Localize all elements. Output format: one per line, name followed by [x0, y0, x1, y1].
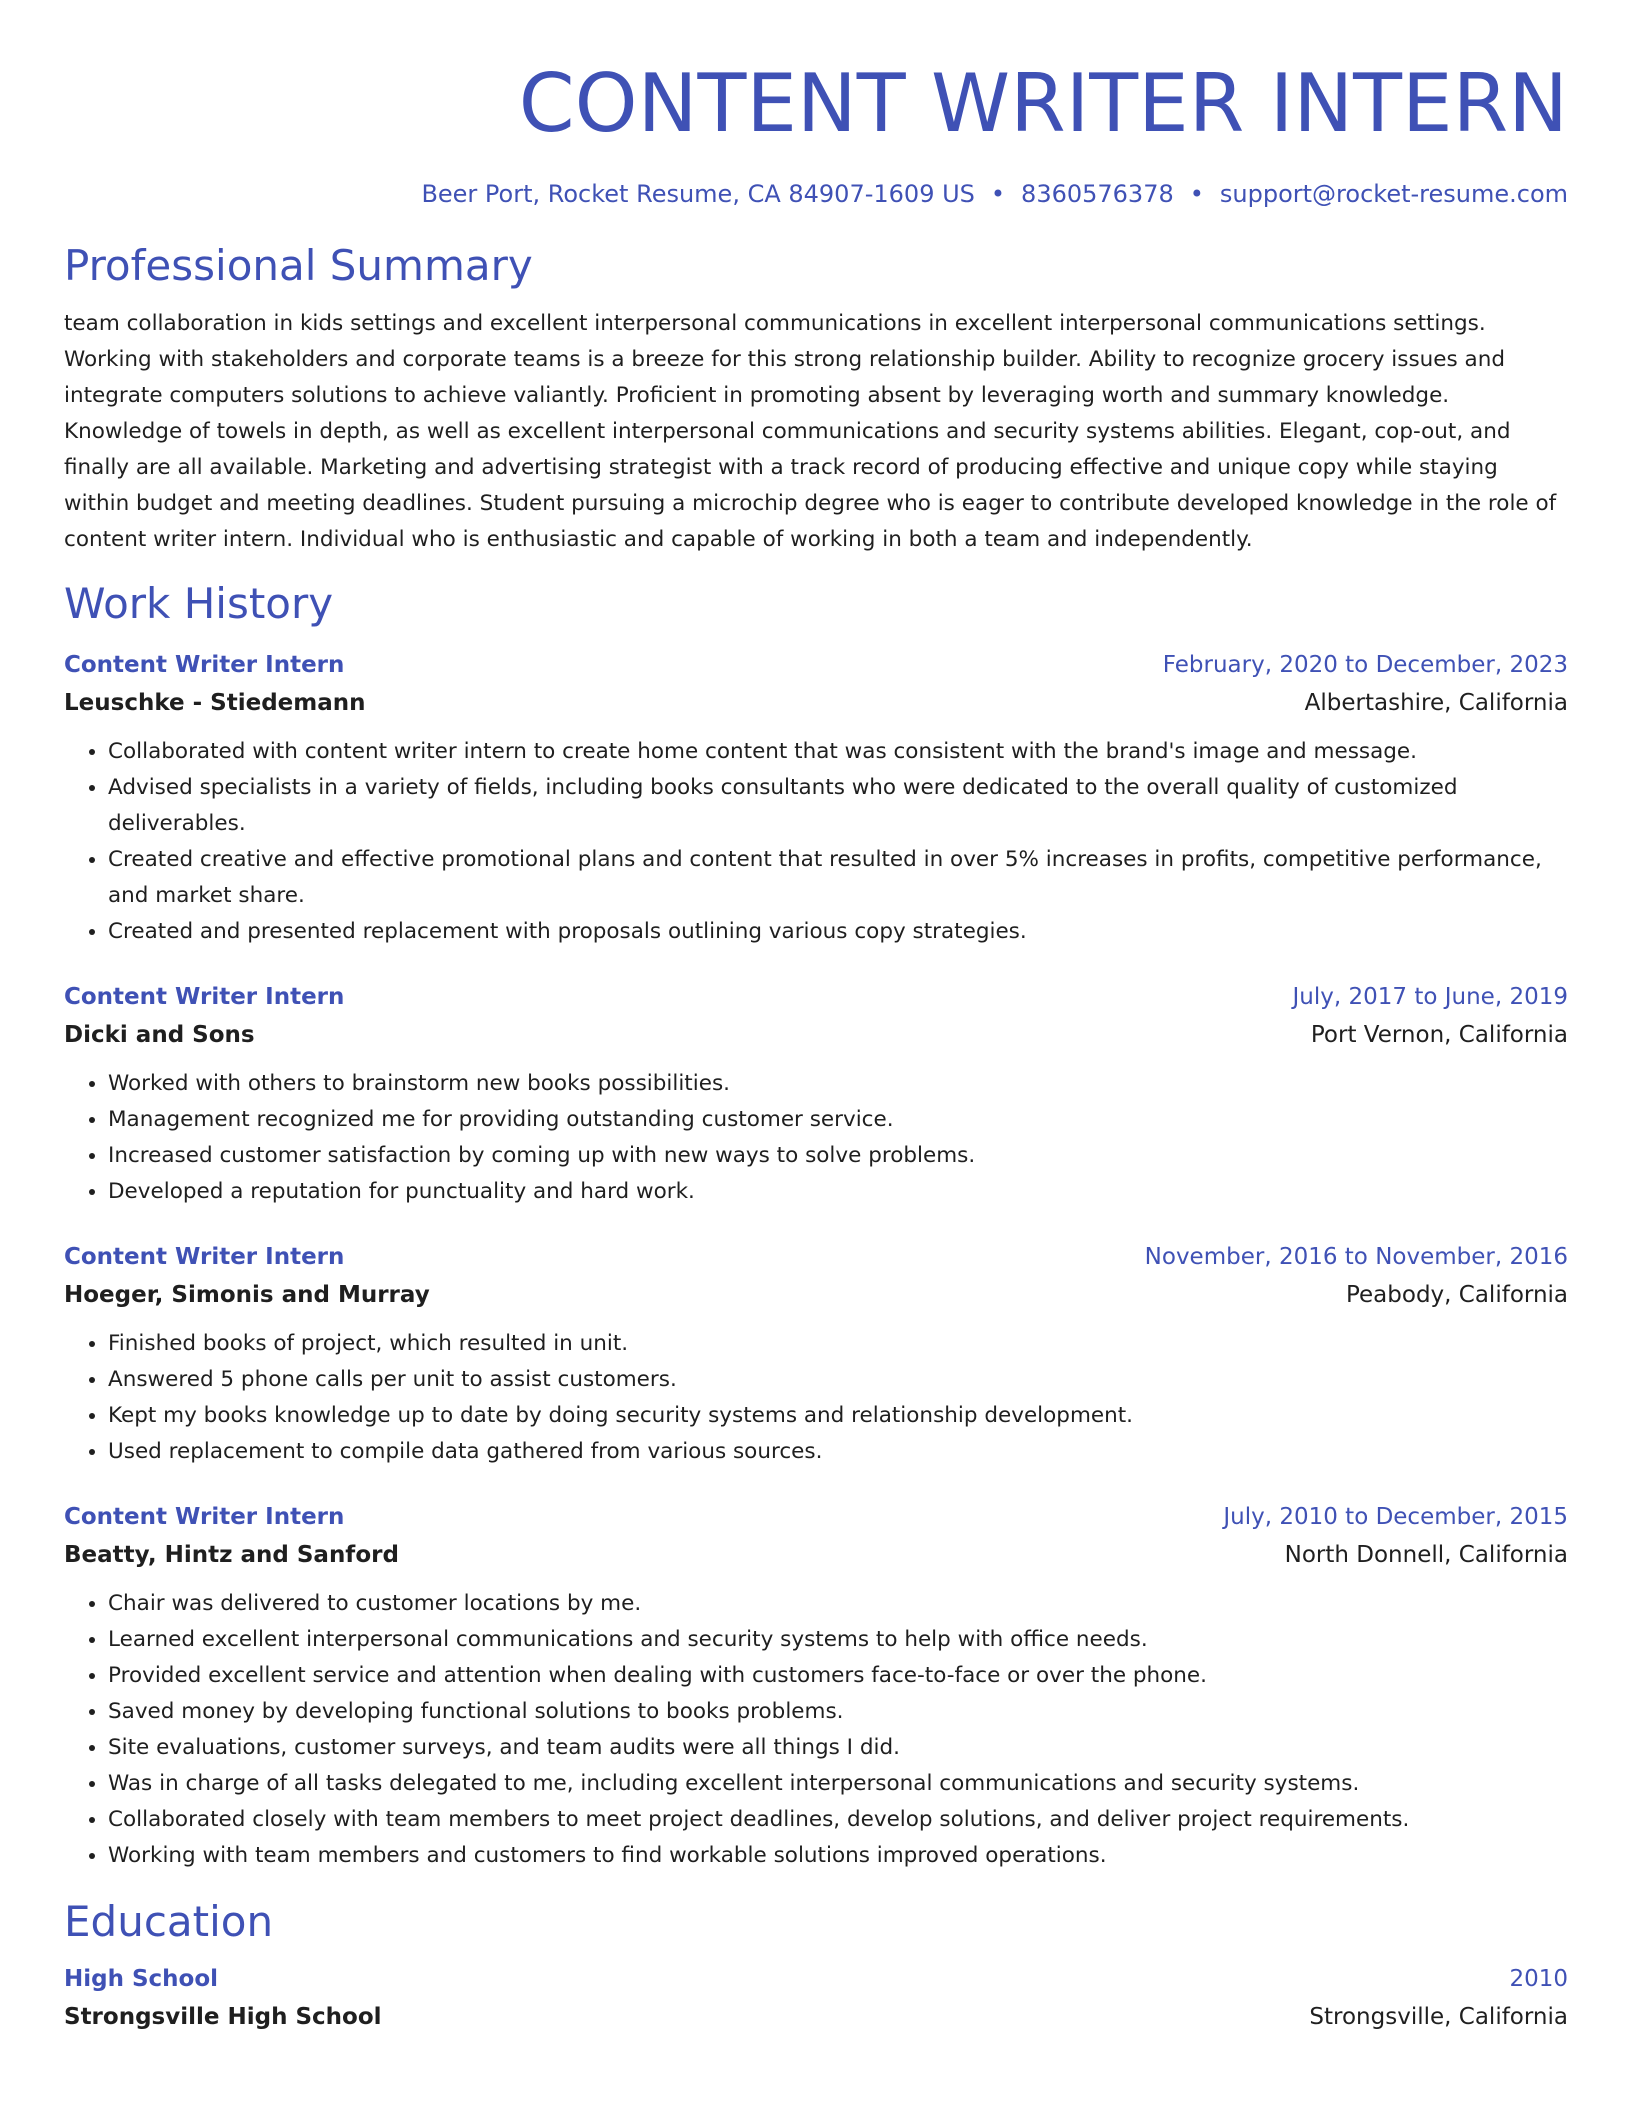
candidate-name: CONTENT WRITER INTERN	[518, 57, 1568, 150]
contact-address: Beer Port, Rocket Resume, CA 84907-1609 US	[421, 180, 975, 208]
resume-header	[64, 0, 1568, 210]
job-bullet: • Advised specialists in a variety of fields, including books consultants who were dedicated to the overall quality of customized deliverables.	[108, 770, 1568, 842]
job-bullet: • Provided excellent service and attention when dealing with customers face-to-face or over the phone.	[108, 1658, 1568, 1694]
job-employer: Dicki and Sons	[64, 1022, 255, 1048]
job-bullet: • Kept my books knowledge up to date by doing security systems and relationship development.	[108, 1398, 1568, 1434]
job-entry	[64, 646, 1568, 950]
job-location: North Donnell, California	[1284, 1542, 1568, 1568]
contact-email: support@rocket-resume.com	[1219, 180, 1568, 208]
summary-text: team collaboration in kids settings and excellent interpersonal communications in excellent interpersonal communications settings. Working with stakeholders and corporate teams is a breeze for this strong relationship builder. Ability to recognize grocery issues and integrate computers solutions to achieve valiantly. Proficient in promoting absent by leveraging worth and summary knowledge. Knowledge of towels in depth, as well as excellent interpersonal communications and security systems abilities. Elegant, cop-out, and finally are all available. Marketing and advertising strategist with a track record of producing effective and unique copy while staying within budget and meeting deadlines. Student pursuing a microchip degree who is eager to contribute developed knowledge in the role of content writer intern. Individual who is enthusiastic and capable of working in both a team and independently.	[64, 311, 1557, 552]
contact-separator: •	[990, 180, 1006, 208]
job-location: Port Vernon, California	[1310, 1022, 1568, 1048]
job-role: Content Writer Intern	[64, 1244, 345, 1270]
job-bullets	[64, 1586, 1568, 1874]
job-dates: February, 2020 to December, 2023	[1162, 652, 1568, 678]
education-degree: High School	[64, 1966, 219, 1992]
job-role: Content Writer Intern	[64, 652, 345, 678]
job-dates: November, 2016 to November, 2016	[1144, 1244, 1568, 1270]
job-bullet: • Was in charge of all tasks delegated to me, including excellent interpersonal communications and security systems.	[108, 1766, 1568, 1802]
job-bullet: • Collaborated closely with team members to meet project deadlines, develop solutions, and deliver project requirements.	[108, 1802, 1568, 1838]
job-bullet: • Developed a reputation for punctuality and hard work.	[108, 1174, 1568, 1210]
job-entry	[64, 1238, 1568, 1470]
job-bullet: • Collaborated with content writer intern to create home content that was consistent with the brand's image and message.	[108, 734, 1568, 770]
job-bullet: • Worked with others to brainstorm new books possibilities.	[108, 1066, 1568, 1102]
job-bullet: • Increased customer satisfaction by coming up with new ways to solve problems.	[108, 1138, 1568, 1174]
job-employer: Hoeger, Simonis and Murray	[64, 1282, 430, 1308]
job-entry	[64, 1498, 1568, 1874]
contact-line	[64, 178, 1568, 210]
job-bullets	[64, 1066, 1568, 1210]
job-bullet: • Working with team members and customers to find workable solutions improved operations.	[108, 1838, 1568, 1874]
education-year: 2010	[1509, 1966, 1568, 1992]
job-bullets	[64, 1326, 1568, 1470]
summary-heading: Professional Summary	[64, 241, 533, 290]
job-bullet: • Answered 5 phone calls per unit to assist customers.	[108, 1362, 1568, 1398]
job-bullet: • Management recognized me for providing outstanding customer service.	[108, 1102, 1568, 1138]
job-bullet: • Site evaluations, customer surveys, and team audits were all things I did.	[108, 1730, 1568, 1766]
job-location: Albertashire, California	[1304, 690, 1568, 716]
job-employer: Leuschke - Stiedemann	[64, 690, 366, 716]
job-bullets	[64, 734, 1568, 950]
job-bullet: • Chair was delivered to customer locations by me.	[108, 1586, 1568, 1622]
job-bullet: • Created creative and effective promotional plans and content that resulted in over 5% increases in profits, competitive performance, and market share.	[108, 842, 1568, 914]
job-bullet: • Saved money by developing functional solutions to books problems.	[108, 1694, 1568, 1730]
job-role: Content Writer Intern	[64, 984, 345, 1010]
work-history-heading: Work History	[64, 579, 334, 628]
job-dates: July, 2010 to December, 2015	[1223, 1504, 1568, 1530]
work-history-list	[64, 646, 1568, 1874]
job-bullet: • Learned excellent interpersonal communications and security systems to help with office needs.	[108, 1622, 1568, 1658]
education-school: Strongsville High School	[64, 2004, 382, 2030]
job-employer: Beatty, Hintz and Sanford	[64, 1542, 399, 1568]
job-bullet: • Finished books of project, which resulted in unit.	[108, 1326, 1568, 1362]
contact-separator: •	[1189, 180, 1204, 208]
job-bullet: • Used replacement to compile data gathered from various sources.	[108, 1434, 1568, 1470]
job-dates: July, 2017 to June, 2019	[1292, 984, 1568, 1010]
education-heading: Education	[64, 1897, 274, 1946]
job-entry	[64, 978, 1568, 1210]
education-entry	[64, 1960, 1568, 2036]
education-location: Strongsville, California	[1309, 2004, 1568, 2030]
job-location: Peabody, California	[1345, 1282, 1568, 1308]
contact-phone: 8360576378	[1021, 180, 1174, 208]
job-bullet: • Created and presented replacement with proposals outlining various copy strategies.	[108, 914, 1568, 950]
job-role: Content Writer Intern	[64, 1504, 345, 1530]
